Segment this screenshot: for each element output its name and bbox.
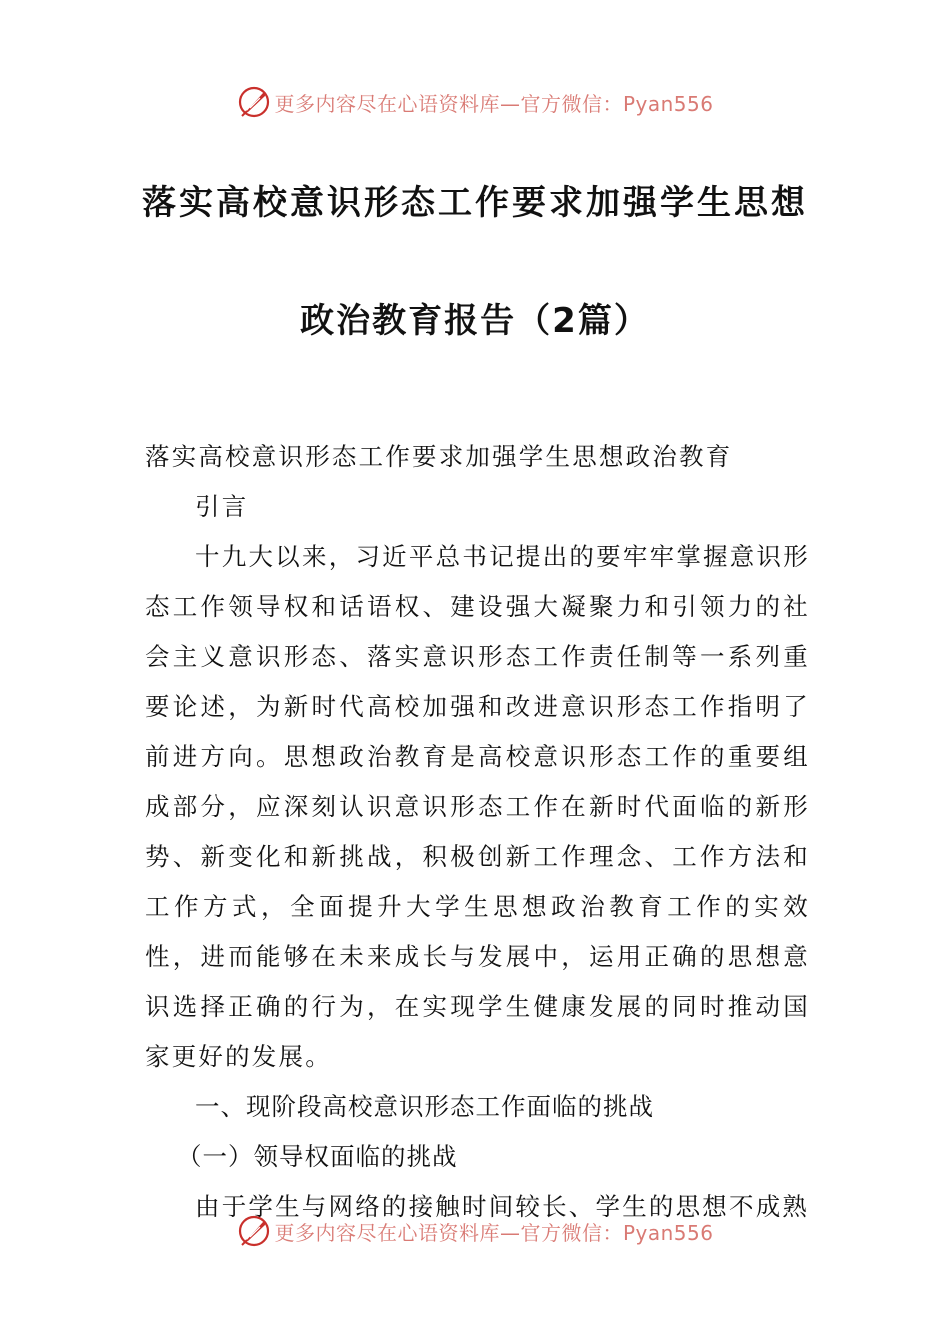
body-paragraph: 由于学生与网络的接触时间较长、学生的思想不成熟: [195, 1192, 810, 1221]
document-title-line-2: 政治教育报告（2篇）: [300, 301, 650, 341]
intro-paragraph: 十九大以来，习近平总书记提出的要牢牢掌握意识形态工作领导权和话语权、建设强大凝聚力和引领力的社会主义意识形态、落实意识形态工作责任制等一系列重要论述，为新时代高校加强和改进意识形态工作指明了前进方向。思想政治教育是高校意识形态工作的重要组成部分，应深刻认识意识形态工作在新时代面临的新形势、新变化和新挑战，积极创新工作理念、工作方法和工作方式，全面提升大学生思想政治教育工作的实效性，进而能够在未来成长与发展中，运用正确的思想意识选择正确的行为，在实现学生健康发展的同时推动国家更好的发展。: [145, 542, 810, 1071]
banner-brand-text: 更多内容尽在心语资料库: [274, 91, 500, 116]
banner-contact-text: —官方微信：Pyan556: [499, 91, 714, 116]
header-banner: [0, 82, 950, 122]
document-subtitle: 落实高校意识形态工作要求加强学生思想政治教育: [145, 442, 733, 471]
quill-pen-logo-icon: [236, 84, 272, 120]
footer-banner: [0, 1211, 950, 1251]
document-body: [145, 432, 810, 1232]
subsection-heading: （一）领导权面临的挑战: [177, 1142, 458, 1171]
section-heading: 一、现阶段高校意识形态工作面临的挑战: [195, 1092, 654, 1121]
footer-contact-text: —官方微信：Pyan556: [499, 1220, 714, 1245]
footer-brand-text: 更多内容尽在心语资料库: [274, 1220, 500, 1245]
quill-pen-logo-icon: [236, 1213, 272, 1249]
document-title-line-1: 落实高校意识形态工作要求加强学生思想: [142, 183, 808, 223]
intro-heading: 引言: [195, 492, 249, 521]
